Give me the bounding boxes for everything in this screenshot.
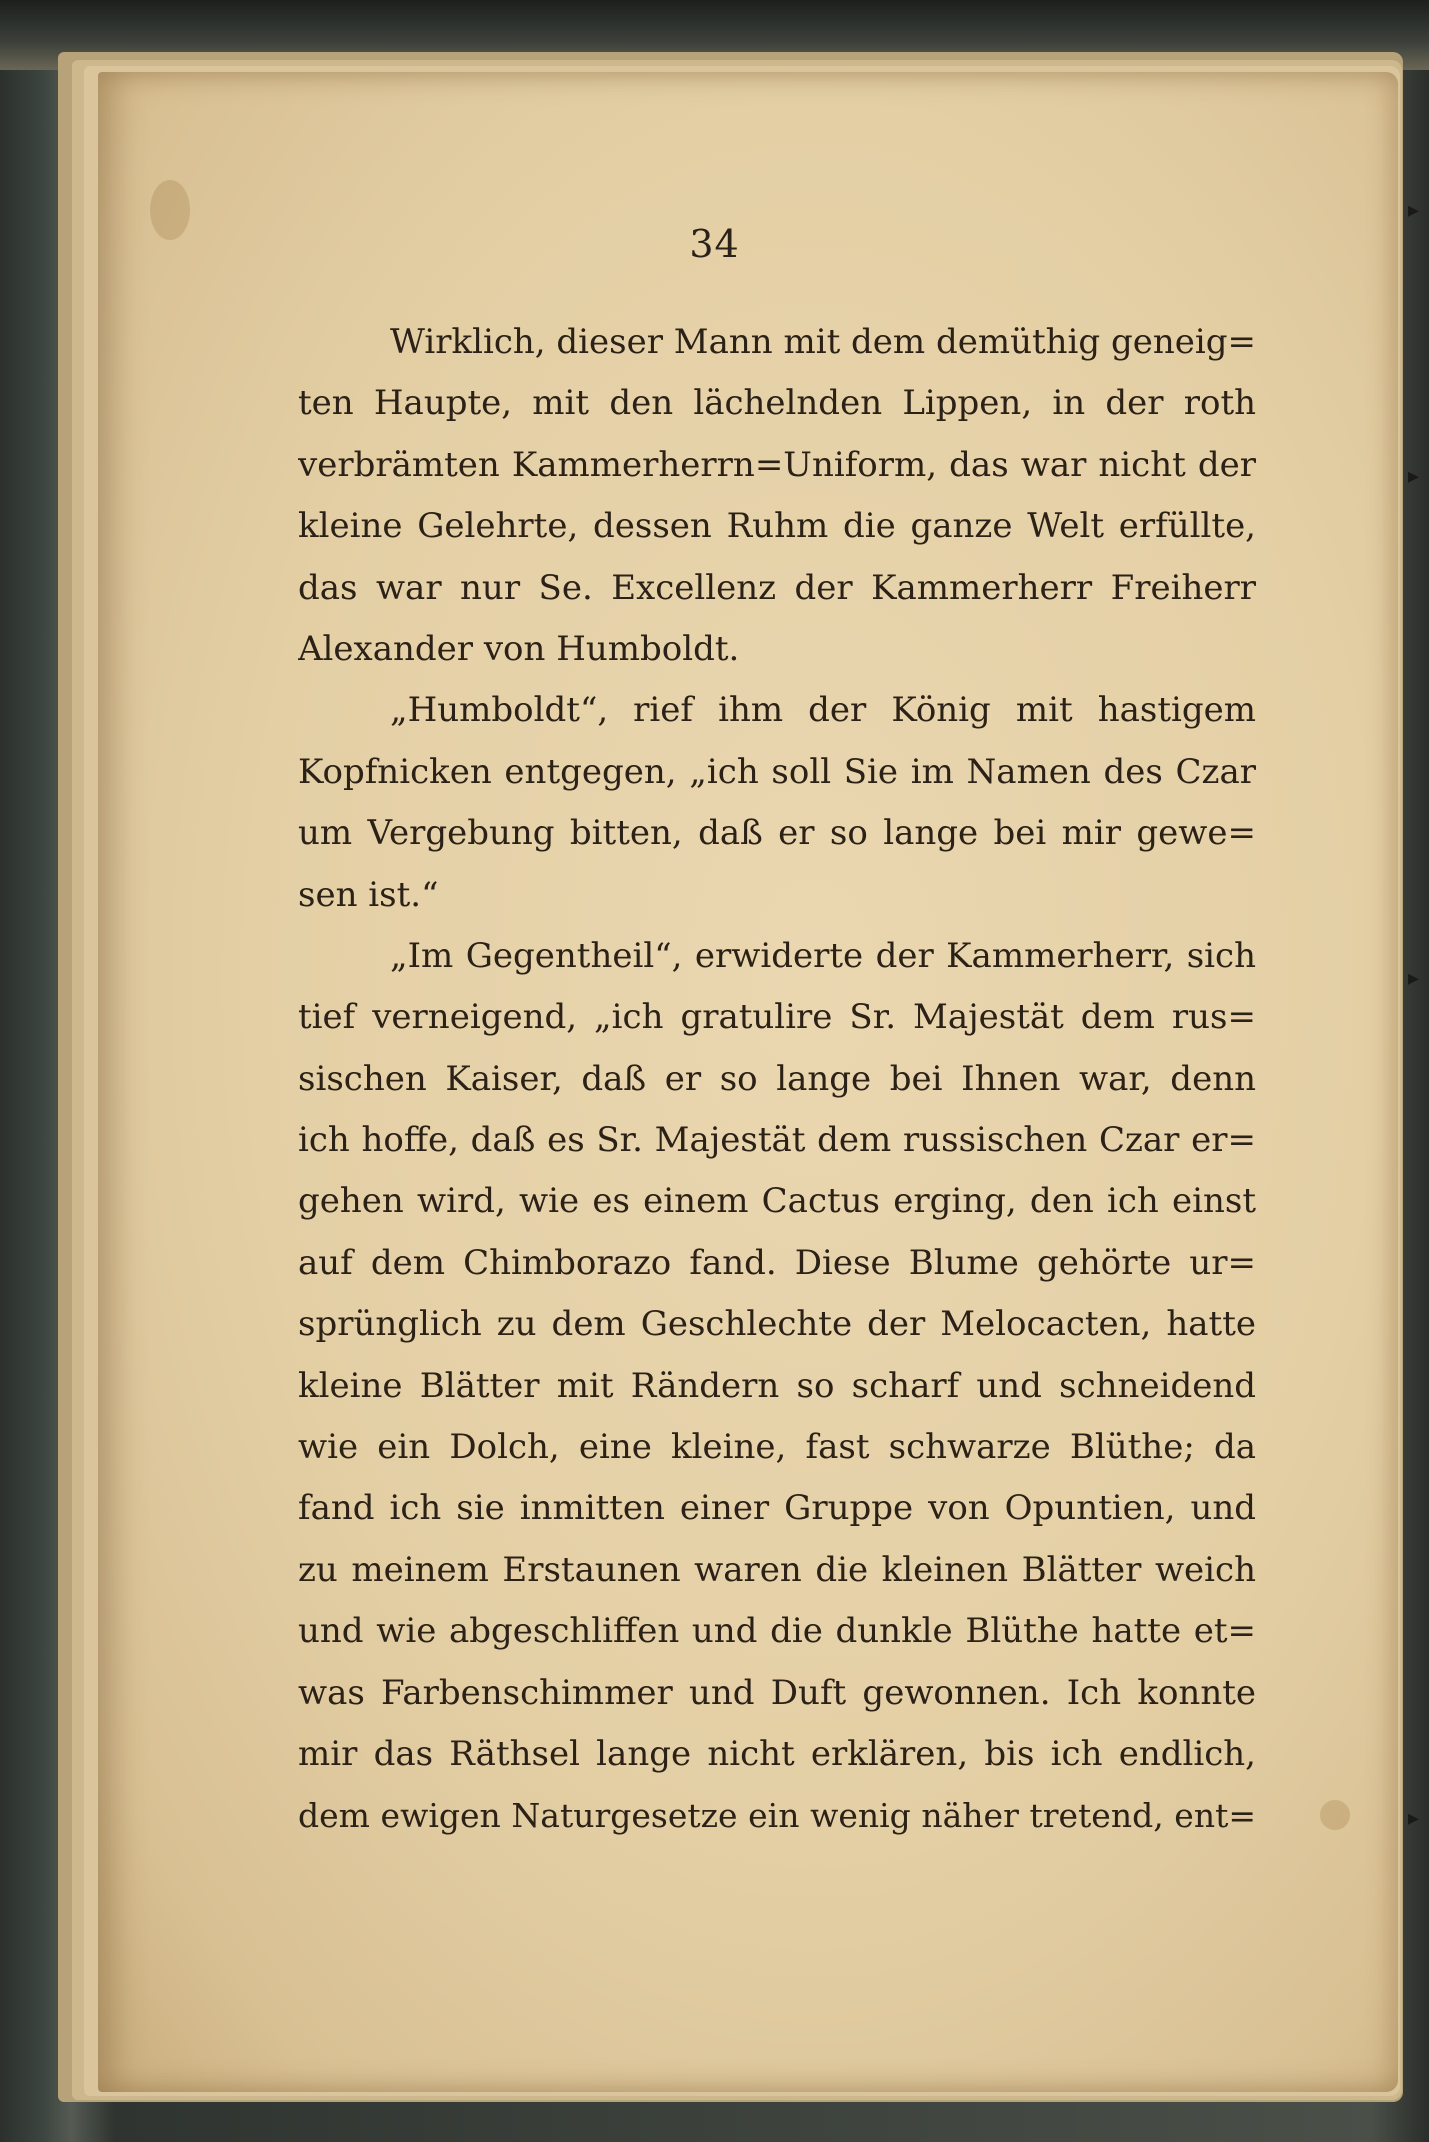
text-line: tief verneigend, „ich gratulire Sr. Majestät dem rus= [298,997,1256,1038]
text-line: kleine Blätter mit Rändern so scharf und schneidend [298,1365,1256,1406]
margin-mark: ▸ [1408,198,1420,223]
text-line: das war nur Se. Excellenz der Kammerherr Freiherr [298,567,1256,608]
body-text [298,312,1256,1847]
text-line: fand ich sie inmitten einer Gruppe von Opuntien, und [298,1488,1256,1529]
text-line: „Humboldt“, rief ihm der König mit hastigem [390,690,1256,731]
margin-mark: ▸ [1408,464,1420,489]
text-line: Kopfnicken entgegen, „ich soll Sie im Namen des Czar [298,751,1256,792]
text-line: „Im Gegentheil“, erwiderte der Kammerherr, sich [390,935,1256,976]
text-line: Wirklich, dieser Mann mit dem demüthig geneig= [390,322,1256,362]
margin-mark: ▸ [1408,1806,1420,1831]
text-line: um Vergebung bitten, daß er so lange bei mir gewe= [298,813,1256,854]
text-line: Alexander von Humboldt. [298,628,740,669]
text-line: was Farbenschimmer und Duft gewonnen. Ich konnte [298,1672,1256,1713]
text-line: sischen Kaiser, daß er so lange bei Ihnen war, denn [298,1058,1256,1099]
text-line: gehen wird, wie es einem Cactus erging, den ich einst [298,1181,1256,1222]
text-line: ten Haupte, mit den lächelnden Lippen, in der roth [298,383,1256,424]
text-line: und wie abgeschliffen und die dunkle Blüthe hatte et= [298,1611,1256,1652]
text-line: dem ewigen Naturgesetze ein wenig näher tretend, ent= [298,1796,1256,1836]
stain [1320,1800,1350,1830]
text-line: sen ist.“ [298,874,439,915]
text-line: kleine Gelehrte, dessen Ruhm die ganze Welt erfüllte, [298,506,1256,547]
text-line: auf dem Chimborazo fand. Diese Blume gehörte ur= [298,1242,1256,1283]
text-line: verbrämten Kammerherrn=Uniform, das war nicht der [298,444,1256,485]
text-line: mir das Räthsel lange nicht erklären, bis ich endlich, [298,1733,1256,1774]
page-number: 34 [689,222,740,266]
margin-mark: ▸ [1408,966,1420,991]
text-line: zu meinem Erstaunen waren die kleinen Blätter weich [298,1549,1256,1590]
text-line: ich hoffe, daß es Sr. Majestät dem russischen Czar er= [298,1120,1256,1161]
text-line: sprünglich zu dem Geschlechte der Melocacten, hatte [298,1304,1256,1345]
text-line: wie ein Dolch, eine kleine, fast schwarze Blüthe; da [298,1427,1256,1468]
